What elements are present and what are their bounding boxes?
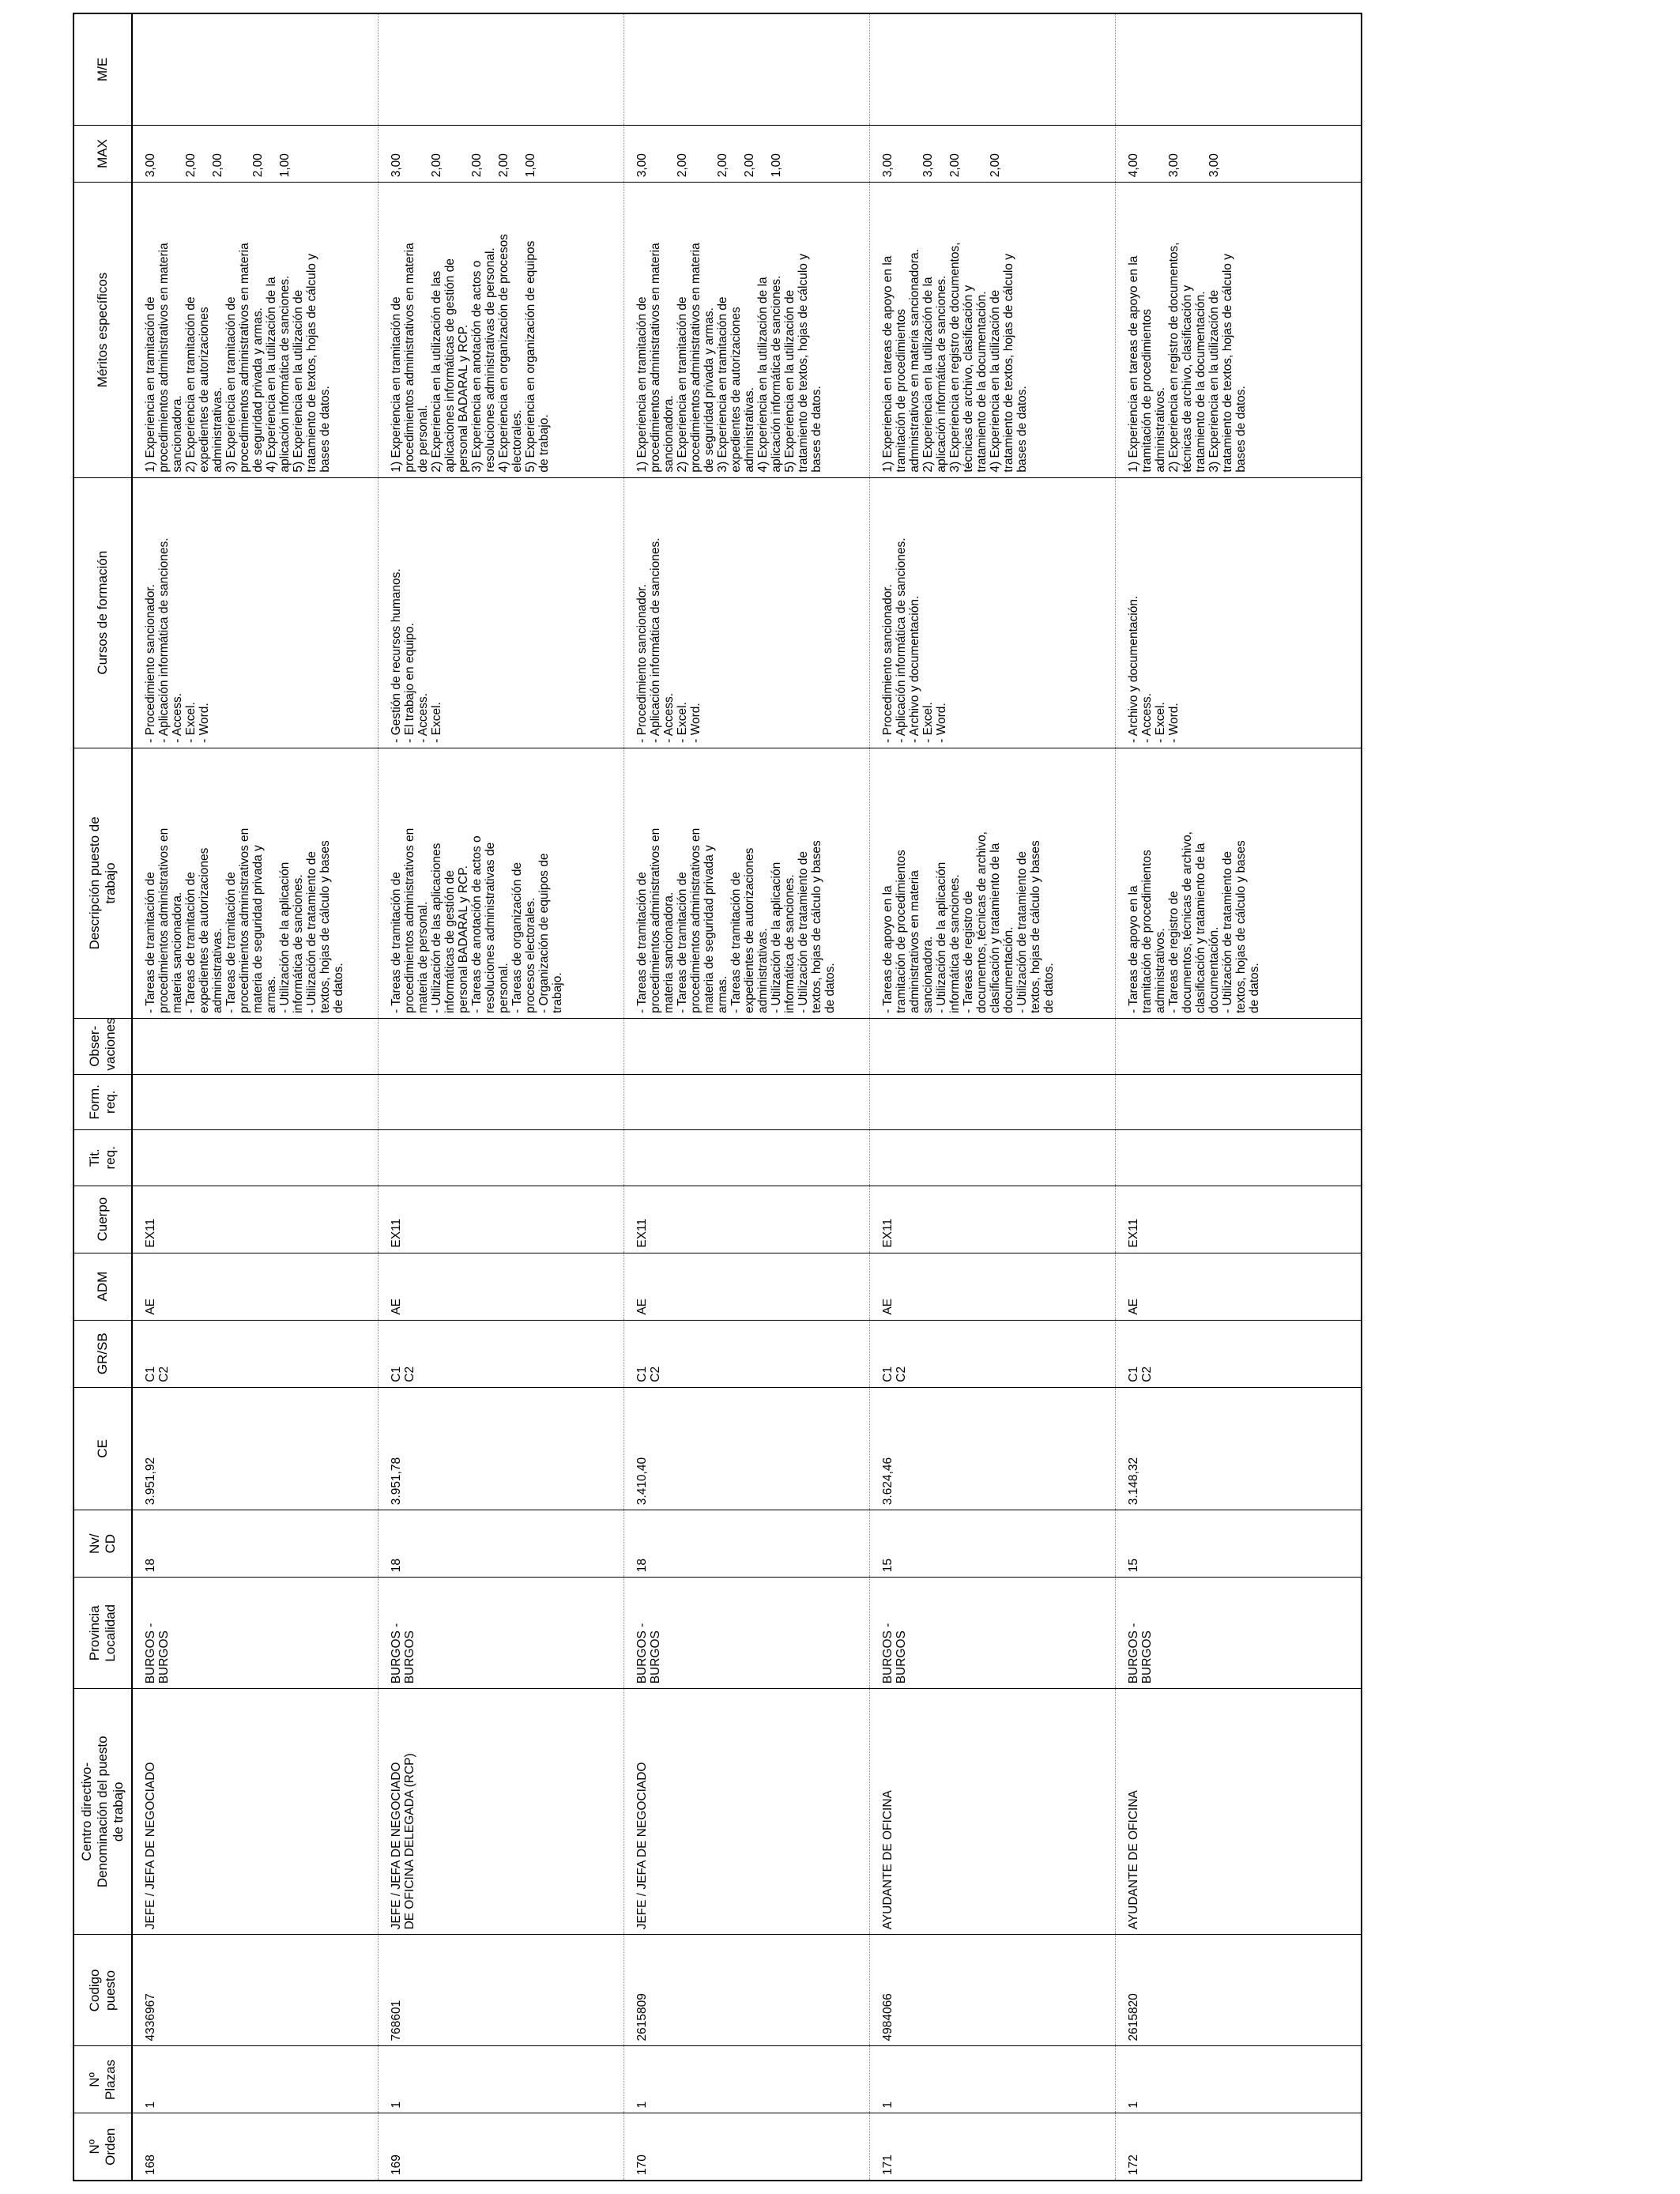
max-value: 2,00 — [497, 153, 510, 178]
cell-meritos: 1) Experiencia en tareas de apoyo en la tramitación de procedimientos administrativos en materia sancionadora. 2) Experiencia en la utilización de la aplicación informática de sanciones. 3) Experiencia en registro de documentos, técnicas de archivo, clasificación y tratamiento de la documentación. 4) Experiencia en la utilización de tratamiento de textos, hojas de cálculo y bases de datos. — [870, 183, 1116, 477]
cell-codigo: 768601 — [379, 1935, 624, 2046]
cell-codigo: 4984066 — [870, 1935, 1116, 2046]
cell-descripcion: - Tareas de tramitación de procedimientos administrativos en materia sancionadora. - Tareas de tramitación de expedientes de autorizaciones administrativas. - Tareas de tramitación de procedimientos administrativos en materia de seguridad privada y armas. - Utilización de la aplicación informática de sanciones. - Utilización de tratamiento de textos, hojas de cálculo y bases de datos. — [132, 748, 379, 1018]
cell-me — [624, 13, 870, 125]
cell-cursos: - Archivo y documentación. - Access. - Excel. - Word. — [1116, 477, 1362, 748]
max-value: 3,00 — [921, 153, 935, 178]
table-row — [624, 13, 870, 2181]
max-value: 2,00 — [989, 153, 1002, 178]
cell-orden: 171 — [870, 2113, 1116, 2181]
cell-descripcion: - Tareas de apoyo en la tramitación de procedimientos administrativos. - Tareas de registro de documentos, técnicas de archivo, clasificación y tratamiento de la documentación. - Utilización de tratamiento de textos, hojas de cálculo y bases de datos. — [1116, 748, 1362, 1018]
max-value: 3,00 — [635, 153, 649, 178]
max-value: 2,00 — [211, 153, 224, 178]
header-ce: CE — [73, 1387, 132, 1510]
cell-ce: 3.951,78 — [379, 1387, 624, 1510]
cell-nivel: 15 — [870, 1510, 1116, 1578]
max-value: 2,00 — [676, 153, 689, 178]
header-observaciones: Obser- vaciones — [73, 1019, 132, 1075]
cell-plazas: 1 — [1116, 2046, 1362, 2113]
cell-max — [1116, 125, 1362, 183]
cell-meritos: 1) Experiencia en tramitación de procedimientos administrativos en materia sancionadora. 2) Experiencia en tramitación de procedimientos administrativos en materia de seguridad privada y armas. 3) Experiencia en tramitación de expedientes de autorizaciones administrativas. 4) Experiencia en la utilización de la aplicación informática de sanciones. 5) Experiencia en la utilización de tratamiento de textos, hojas de cálculo y bases de datos. — [624, 183, 870, 477]
cell-plazas: 1 — [379, 2046, 624, 2113]
header-adm: ADM — [73, 1253, 132, 1320]
header-titulacion: Tit. req. — [73, 1130, 132, 1186]
cell-meritos: 1) Experiencia en tramitación de procedimientos administrativos en materia de personal. 2) Experiencia en la utilización de las aplicaciones informáticas de gestión de personal BADARAL y RCP. 3) Experiencia en anotación de actos o resoluciones administrativas de personal. 4) Experiencia en organización de procesos electorales. 5) Experiencia en organización de equipos de trabajo. — [379, 183, 624, 477]
cell-observaciones — [379, 1019, 624, 1075]
cell-cuerpo: EX11 — [1116, 1186, 1362, 1253]
cell-titulacion — [379, 1130, 624, 1186]
table-row — [1116, 13, 1362, 2181]
cell-titulacion — [132, 1130, 379, 1186]
cell-provincia: BURGOS - BURGOS — [624, 1578, 870, 1689]
cell-ce: 3.410,40 — [624, 1387, 870, 1510]
cell-orden: 170 — [624, 2113, 870, 2181]
cell-centro: JEFE / JEFA DE NEGOCIADO — [132, 1689, 379, 1935]
cell-me — [379, 13, 624, 125]
cell-grupo: C1 C2 — [624, 1320, 870, 1387]
header-max: MAX — [73, 125, 132, 183]
cell-formacion — [379, 1074, 624, 1130]
cell-titulacion — [624, 1130, 870, 1186]
header-meritos: Méritos específicos — [73, 183, 132, 477]
cell-nivel: 18 — [624, 1510, 870, 1578]
header-cuerpo: Cuerpo — [73, 1186, 132, 1253]
cell-grupo: C1 C2 — [870, 1320, 1116, 1387]
cell-grupo: C1 C2 — [379, 1320, 624, 1387]
cell-me — [870, 13, 1116, 125]
cell-orden: 168 — [132, 2113, 379, 2181]
cell-plazas: 1 — [870, 2046, 1116, 2113]
cell-ce: 3.148,32 — [1116, 1387, 1362, 1510]
cell-formacion — [1116, 1074, 1362, 1130]
cell-descripcion: - Tareas de tramitación de procedimientos administrativos en materia sancionadora. - Tareas de tramitación de procedimientos administrativos en materia de seguridad privada y armas. - Tareas de tramitación de expedientes de autorizaciones administrativas. - Utilización de la aplicación informática de sanciones. - Utilización de tratamiento de textos, hojas de cálculo y bases de datos. — [624, 748, 870, 1018]
cell-provincia: BURGOS - BURGOS — [870, 1578, 1116, 1689]
max-value: 1,00 — [770, 153, 783, 178]
table-row — [379, 13, 624, 2181]
cell-centro: AYUDANTE DE OFICINA — [1116, 1689, 1362, 1935]
max-value: 2,00 — [251, 153, 265, 178]
cell-adm: AE — [379, 1253, 624, 1320]
cell-grupo: C1 C2 — [1116, 1320, 1362, 1387]
header-nivel: Nv/ CD — [73, 1510, 132, 1578]
cell-cuerpo: EX11 — [624, 1186, 870, 1253]
cell-cursos: - Gestión de recursos humanos. - El trabajo en equipo. - Access. - Excel. — [379, 477, 624, 748]
header-orden: Nº Orden — [73, 2113, 132, 2181]
header-descripcion: Descripción puesto de trabajo — [73, 748, 132, 1018]
table-row — [132, 13, 379, 2181]
cell-me — [132, 13, 379, 125]
cell-cuerpo: EX11 — [870, 1186, 1116, 1253]
max-value: 4,00 — [1127, 153, 1140, 178]
max-value: 3,00 — [1207, 153, 1221, 178]
cell-nivel: 15 — [1116, 1510, 1362, 1578]
cell-centro: JEFE / JEFA DE NEGOCIADO DE OFICINA DELEGADA (RCP) — [379, 1689, 624, 1935]
cell-formacion — [624, 1074, 870, 1130]
cell-formacion — [870, 1074, 1116, 1130]
header-provincia: Provincia Localidad — [73, 1578, 132, 1689]
max-value: 1,00 — [278, 153, 292, 178]
cell-codigo: 2615809 — [624, 1935, 870, 2046]
cell-titulacion — [870, 1130, 1116, 1186]
cell-centro: AYUDANTE DE OFICINA — [870, 1689, 1116, 1935]
cell-titulacion — [1116, 1130, 1362, 1186]
max-value: 2,00 — [430, 153, 443, 178]
cell-observaciones — [870, 1019, 1116, 1075]
cell-plazas: 1 — [132, 2046, 379, 2113]
cell-descripcion: - Tareas de tramitación de procedimientos administrativos en materia de personal. - Utilización de las aplicaciones informáticas de gestión de personal BADARAL y RCP. - Tareas de anotación de actos o resoluciones administrativas de personal. - Tareas de organización de procesos electorales. - Organización de equipos de trabajo. — [379, 748, 624, 1018]
cell-max — [132, 125, 379, 183]
max-value: 3,00 — [1167, 153, 1181, 178]
header-me: M/E — [73, 13, 132, 125]
cell-provincia: BURGOS - BURGOS — [379, 1578, 624, 1689]
cell-adm: AE — [624, 1253, 870, 1320]
cell-plazas: 1 — [624, 2046, 870, 2113]
max-value: 2,00 — [716, 153, 729, 178]
positions-table — [73, 13, 1362, 2181]
cell-codigo: 2615820 — [1116, 1935, 1362, 2046]
cell-nivel: 18 — [379, 1510, 624, 1578]
max-value: 3,00 — [390, 153, 403, 178]
header-plazas: Nº Plazas — [73, 2046, 132, 2113]
cell-formacion — [132, 1074, 379, 1130]
cell-meritos: 1) Experiencia en tramitación de procedimientos administrativos en materia sancionadora. 2) Experiencia en tramitación de expedientes de autorizaciones administrativas. 3) Experiencia en tramitación de procedimientos administrativos en materia de seguridad privada y armas. 4) Experiencia en la utilización de la aplicación informática de sanciones. 5) Experiencia en la utilización de tratamiento de textos, hojas de cálculo y bases de datos. — [132, 183, 379, 477]
cell-adm: AE — [132, 1253, 379, 1320]
cell-grupo: C1 C2 — [132, 1320, 379, 1387]
max-value: 2,00 — [184, 153, 198, 178]
cell-orden: 172 — [1116, 2113, 1362, 2181]
header-grupo: GR/SB — [73, 1320, 132, 1387]
max-value: 2,00 — [948, 153, 962, 178]
cell-cursos: - Procedimiento sancionador. - Aplicación informática de sanciones. - Access. - Excel. - Word. — [624, 477, 870, 748]
cell-ce: 3.624,46 — [870, 1387, 1116, 1510]
header-codigo: Codigo puesto — [73, 1935, 132, 2046]
max-value: 1,00 — [524, 153, 537, 178]
cell-cursos: - Procedimiento sancionador. - Aplicación informática de sanciones. - Access. - Excel. - Word. — [132, 477, 379, 748]
cell-observaciones — [624, 1019, 870, 1075]
header-row — [73, 13, 132, 2181]
cell-provincia: BURGOS - BURGOS — [132, 1578, 379, 1689]
cell-nivel: 18 — [132, 1510, 379, 1578]
cell-observaciones — [1116, 1019, 1362, 1075]
cell-codigo: 4336967 — [132, 1935, 379, 2046]
cell-adm: AE — [870, 1253, 1116, 1320]
cell-provincia: BURGOS - BURGOS — [1116, 1578, 1362, 1689]
cell-adm: AE — [1116, 1253, 1362, 1320]
max-value: 2,00 — [470, 153, 484, 178]
header-formacion: Form. req. — [73, 1074, 132, 1130]
max-value: 3,00 — [144, 153, 157, 178]
max-value: 2,00 — [743, 153, 756, 178]
header-centro: Centro directivo- Denominación del puesto de trabajo — [73, 1689, 132, 1935]
cell-cursos: - Procedimiento sancionador. - Aplicación informática de sanciones. - Archivo y documentación. - Excel. - Word. — [870, 477, 1116, 748]
cell-max — [624, 125, 870, 183]
cell-observaciones — [132, 1019, 379, 1075]
cell-descripcion: - Tareas de apoyo en la tramitación de procedimientos administrativos en materia sancionadora. - Utilización de la aplicación informática de sanciones. - Tareas de registro de documentos, técnicas de archivo, clasificación y tratamiento de la documentación. - Utilización de tratamiento de textos, hojas de cálculo y bases de datos. — [870, 748, 1116, 1018]
cell-cuerpo: EX11 — [379, 1186, 624, 1253]
cell-me — [1116, 13, 1362, 125]
cell-max — [870, 125, 1116, 183]
table-row — [870, 13, 1116, 2181]
header-cursos: Cursos de formación — [73, 477, 132, 748]
max-value: 3,00 — [881, 153, 895, 178]
cell-meritos: 1) Experiencia en tareas de apoyo en la tramitación de procedimientos administrativos. 2) Experiencia en registro de documentos, técnicas de archivo, clasificación y tratamiento de la documentación. 3) Experiencia en la utilización de tratamiento de textos, hojas de cálculo y bases de datos. — [1116, 183, 1362, 477]
cell-max — [379, 125, 624, 183]
cell-ce: 3.951,92 — [132, 1387, 379, 1510]
cell-orden: 169 — [379, 2113, 624, 2181]
cell-cuerpo: EX11 — [132, 1186, 379, 1253]
cell-centro: JEFE / JEFA DE NEGOCIADO — [624, 1689, 870, 1935]
